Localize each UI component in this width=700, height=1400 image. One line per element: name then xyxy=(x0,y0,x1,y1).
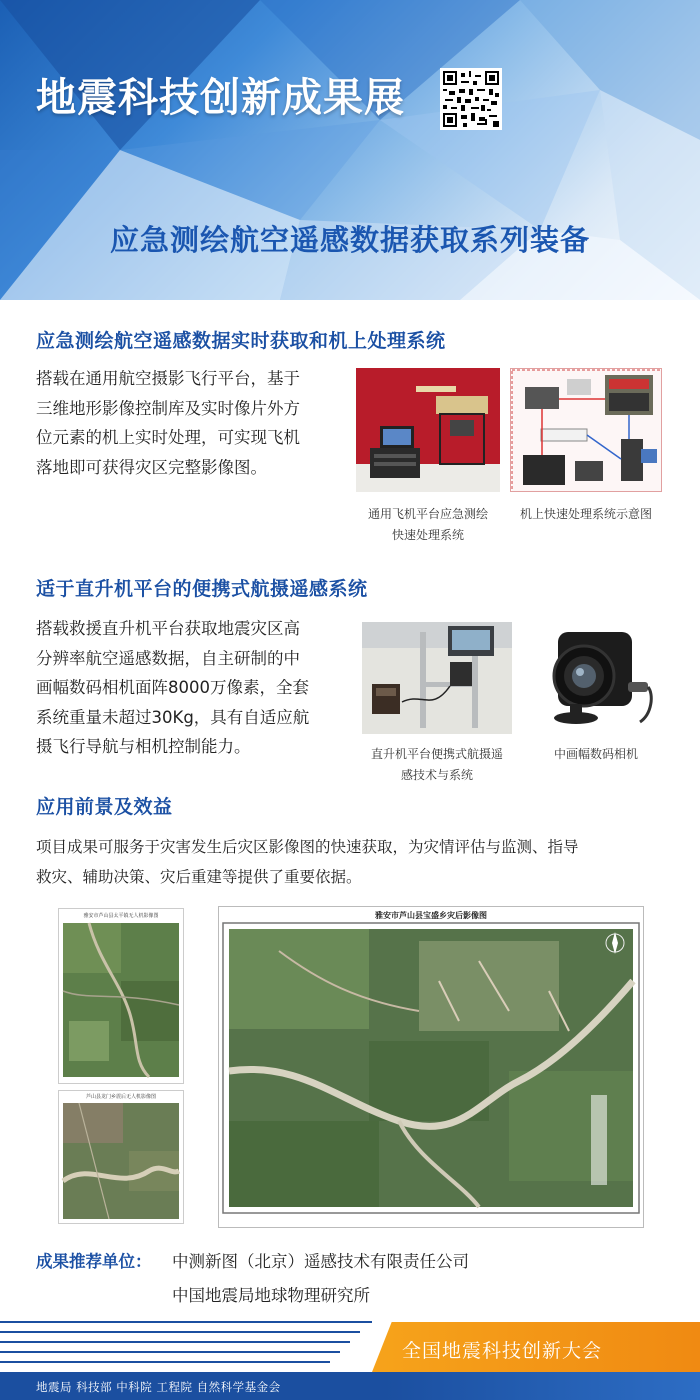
caption-line: 快速处理系统 xyxy=(391,528,464,542)
section2-line: 摄飞行导航与相机控制能力。 xyxy=(36,737,251,756)
section2-heading: 适于直升机平台的便携式航摄遥感系统 xyxy=(36,578,368,600)
section3-heading: 应用前景及效益 xyxy=(36,796,173,818)
congress-name: 全国地震科技创新大会 xyxy=(402,1340,603,1362)
helicopter-system-illustration xyxy=(362,622,512,734)
qr-code[interactable] xyxy=(440,68,502,130)
recommend-label: 成果推荐单位： xyxy=(36,1252,152,1271)
taiping-map-imagery xyxy=(59,921,183,1081)
camera-icon xyxy=(536,624,656,732)
caption-line: 中画幅数码相机 xyxy=(553,747,638,761)
section2-line: 分辨率航空遥感数据，自主研制的中 xyxy=(36,648,300,668)
map-small2-title: 芦山县龙门乡震后无人机影像图 xyxy=(85,1094,156,1100)
recommend-org-2: 中国地震局地球物理研究所 xyxy=(172,1286,370,1305)
section1-line: 落地即可获得灾区完整影像图。 xyxy=(36,457,267,477)
baosheng-post-disaster-map xyxy=(218,906,644,1228)
caption-line: 感技术与系统 xyxy=(400,768,473,782)
caption-line: 直升机平台便携式航摄遥 xyxy=(370,747,503,761)
main-title: 地震科技创新成果展 xyxy=(36,75,405,121)
section3-line: 项目成果可服务于灾害发生后灾区影像图的快速获取，为灾情评估与监测、指导 xyxy=(36,838,579,856)
onboard-processing-schematic xyxy=(511,369,662,492)
taiping-uav-map xyxy=(58,908,184,1084)
recommend-org-1: 中测新图（北京）遥感技术有限责任公司 xyxy=(172,1252,469,1271)
section2-line: 系统重量未超过30Kg，具有自适应航 xyxy=(36,707,310,727)
footer-sponsors: 地震局 科技部 中科院 工程院 自然科学基金会 xyxy=(36,1380,281,1394)
baosheng-map-imagery xyxy=(219,921,643,1225)
onboard-processing-diagram xyxy=(510,368,662,492)
fixed-wing-system-illustration xyxy=(356,368,500,492)
section3-body xyxy=(36,832,579,892)
poster-subtitle: 应急测绘航空遥感数据获取系列装备 xyxy=(109,223,590,257)
section2-line: 画幅数码相机面阵8000万像素，全套 xyxy=(36,678,309,697)
section1-photo1-caption xyxy=(356,504,500,546)
section1-photo2-caption xyxy=(510,504,662,525)
section1-line: 位元素的机上实时处理，可实现飞机 xyxy=(36,428,300,447)
section3-line: 救灾、辅助决策、灾后重建等提供了重要依据。 xyxy=(36,868,362,886)
longmen-uav-map xyxy=(58,1090,184,1224)
section2-photo2-caption xyxy=(536,744,656,765)
caption-line: 通用飞机平台应急测绘 xyxy=(367,507,488,521)
caption-line: 机上快速处理系统示意图 xyxy=(519,507,652,521)
qr-code-icon xyxy=(443,71,499,127)
helicopter-system-photo xyxy=(362,622,512,734)
fixed-wing-system-photo xyxy=(356,368,500,492)
longmen-map-imagery xyxy=(59,1101,183,1223)
section2-line: 搭载救援直升机平台获取地震灾区高 xyxy=(36,619,300,638)
map-small1-title: 雅安市芦山县太平镇无人机影像图 xyxy=(83,913,159,919)
section1-line: 三维地形影像控制库及实时像片外方 xyxy=(36,398,300,418)
section2-photo1-caption xyxy=(362,744,512,786)
map-large-title: 雅安市芦山县宝盛乡灾后影像图 xyxy=(375,911,487,920)
header-banner xyxy=(0,0,700,300)
section1-line: 搭载在通用航空摄影飞行平台，基于 xyxy=(36,369,300,388)
section1-heading: 应急测绘航空遥感数据实时获取和机上处理系统 xyxy=(36,330,446,352)
section2-body xyxy=(36,614,309,762)
section1-body xyxy=(36,364,300,482)
medium-format-camera-photo xyxy=(536,624,656,732)
